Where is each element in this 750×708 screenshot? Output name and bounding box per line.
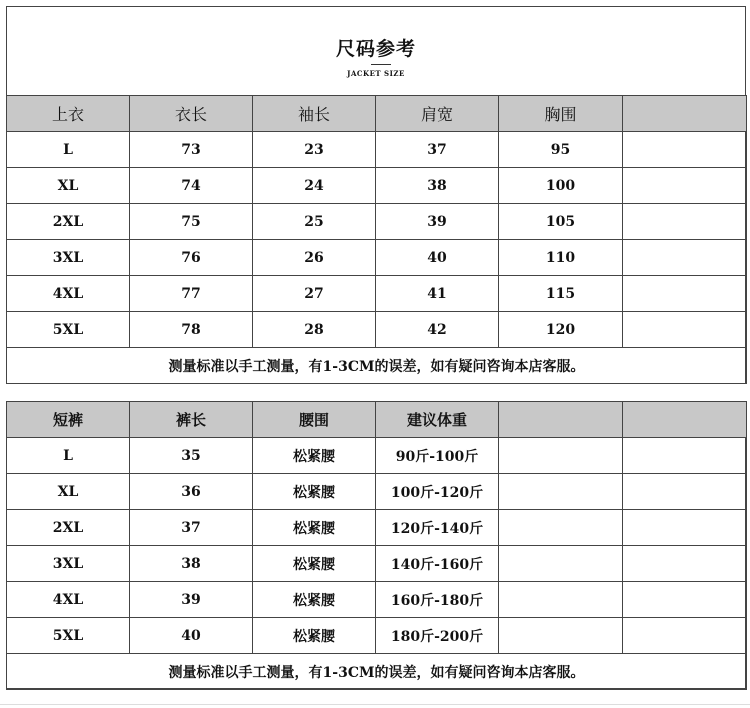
- jacket-cell: 115: [499, 276, 623, 312]
- jacket-cell: [623, 132, 747, 168]
- shorts-cell: 38: [130, 546, 253, 582]
- title-area: [6, 6, 746, 95]
- jacket-header-cell: 胸围: [499, 96, 623, 132]
- shorts-cell: [499, 546, 623, 582]
- jacket-note-row: [7, 348, 747, 384]
- jacket-cell: 41: [376, 276, 499, 312]
- table-row: [7, 312, 747, 348]
- jacket-cell: XL: [7, 168, 130, 204]
- table-row: [7, 132, 747, 168]
- shorts-cell: 120斤-140斤: [376, 510, 499, 546]
- shorts-cell: 40: [130, 618, 253, 654]
- jacket-header-row: [7, 96, 747, 132]
- jacket-cell: 105: [499, 204, 623, 240]
- title-divider: [371, 64, 391, 65]
- jacket-cell: 27: [253, 276, 376, 312]
- shorts-cell: 2XL: [7, 510, 130, 546]
- jacket-header-cell: [623, 96, 747, 132]
- jacket-cell: 74: [130, 168, 253, 204]
- shorts-cell: [499, 618, 623, 654]
- shorts-cell: [623, 510, 747, 546]
- jacket-cell: 42: [376, 312, 499, 348]
- shorts-header-cell: 裤长: [130, 402, 253, 438]
- shorts-cell: 松紧腰: [253, 582, 376, 618]
- jacket-cell: 78: [130, 312, 253, 348]
- shorts-cell: [623, 582, 747, 618]
- jacket-cell: [623, 240, 747, 276]
- table-row: [7, 510, 747, 546]
- shorts-header-cell: [623, 402, 747, 438]
- jacket-cell: 24: [253, 168, 376, 204]
- jacket-cell: 76: [130, 240, 253, 276]
- jacket-header-cell: 肩宽: [376, 96, 499, 132]
- shorts-cell: 4XL: [7, 582, 130, 618]
- jacket-cell: [623, 168, 747, 204]
- jacket-cell: 2XL: [7, 204, 130, 240]
- jacket-cell: 28: [253, 312, 376, 348]
- jacket-cell: 110: [499, 240, 623, 276]
- jacket-header-cell: 袖长: [253, 96, 376, 132]
- shorts-cell: 松紧腰: [253, 618, 376, 654]
- jacket-size-table: [6, 95, 747, 384]
- measurement-note: 测量标准以手工测量，有1-3CM的误差，如有疑问咨询本店客服。: [7, 654, 747, 690]
- table-row: [7, 474, 747, 510]
- shorts-cell: 100斤-120斤: [376, 474, 499, 510]
- shorts-cell: 36: [130, 474, 253, 510]
- shorts-cell: [499, 582, 623, 618]
- shorts-cell: 松紧腰: [253, 546, 376, 582]
- jacket-cell: [623, 276, 747, 312]
- jacket-cell: 5XL: [7, 312, 130, 348]
- shorts-cell: 松紧腰: [253, 474, 376, 510]
- shorts-header-cell: 短裤: [7, 402, 130, 438]
- jacket-cell: L: [7, 132, 130, 168]
- jacket-header-cell: 衣长: [130, 96, 253, 132]
- jacket-cell: 75: [130, 204, 253, 240]
- shorts-cell: [499, 438, 623, 474]
- table-row: [7, 582, 747, 618]
- jacket-cell: 100: [499, 168, 623, 204]
- jacket-cell: 73: [130, 132, 253, 168]
- shorts-cell: XL: [7, 474, 130, 510]
- table-row: [7, 276, 747, 312]
- table-row: [7, 438, 747, 474]
- shorts-cell: 39: [130, 582, 253, 618]
- jacket-cell: 39: [376, 204, 499, 240]
- shorts-cell: 松紧腰: [253, 438, 376, 474]
- shorts-cell: 3XL: [7, 546, 130, 582]
- jacket-cell: 3XL: [7, 240, 130, 276]
- shorts-cell: [623, 618, 747, 654]
- shorts-cell: L: [7, 438, 130, 474]
- shorts-cell: [499, 510, 623, 546]
- page-bottom-rule: [0, 704, 750, 705]
- page-title: 尺码参考: [335, 38, 416, 60]
- shorts-cell: [623, 546, 747, 582]
- shorts-cell: 35: [130, 438, 253, 474]
- shorts-cell: [499, 474, 623, 510]
- jacket-cell: 23: [253, 132, 376, 168]
- shorts-cell: 160斤-180斤: [376, 582, 499, 618]
- shorts-cell: 180斤-200斤: [376, 618, 499, 654]
- shorts-cell: [623, 474, 747, 510]
- shorts-cell: 松紧腰: [253, 510, 376, 546]
- page-subtitle: JACKET SIZE: [347, 69, 405, 78]
- jacket-cell: 26: [253, 240, 376, 276]
- jacket-cell: [623, 204, 747, 240]
- jacket-cell: [623, 312, 747, 348]
- jacket-cell: 120: [499, 312, 623, 348]
- jacket-cell: 4XL: [7, 276, 130, 312]
- shorts-cell: 140斤-160斤: [376, 546, 499, 582]
- jacket-header-cell: 上衣: [7, 96, 130, 132]
- shorts-header-cell: [499, 402, 623, 438]
- table-row: [7, 168, 747, 204]
- table-row: [7, 240, 747, 276]
- shorts-note-row: [7, 654, 747, 690]
- shorts-size-table: [6, 401, 747, 690]
- jacket-cell: 95: [499, 132, 623, 168]
- table-row: [7, 546, 747, 582]
- jacket-cell: 25: [253, 204, 376, 240]
- shorts-header-cell: 腰围: [253, 402, 376, 438]
- shorts-header-cell: 建议体重: [376, 402, 499, 438]
- table-row: [7, 204, 747, 240]
- shorts-cell: 90斤-100斤: [376, 438, 499, 474]
- shorts-header-row: [7, 402, 747, 438]
- shorts-cell: [623, 438, 747, 474]
- shorts-cell: 37: [130, 510, 253, 546]
- jacket-cell: 37: [376, 132, 499, 168]
- jacket-cell: 38: [376, 168, 499, 204]
- table-row: [7, 618, 747, 654]
- shorts-cell: 5XL: [7, 618, 130, 654]
- measurement-note: 测量标准以手工测量，有1-3CM的误差，如有疑问咨询本店客服。: [7, 348, 747, 384]
- jacket-cell: 40: [376, 240, 499, 276]
- jacket-cell: 77: [130, 276, 253, 312]
